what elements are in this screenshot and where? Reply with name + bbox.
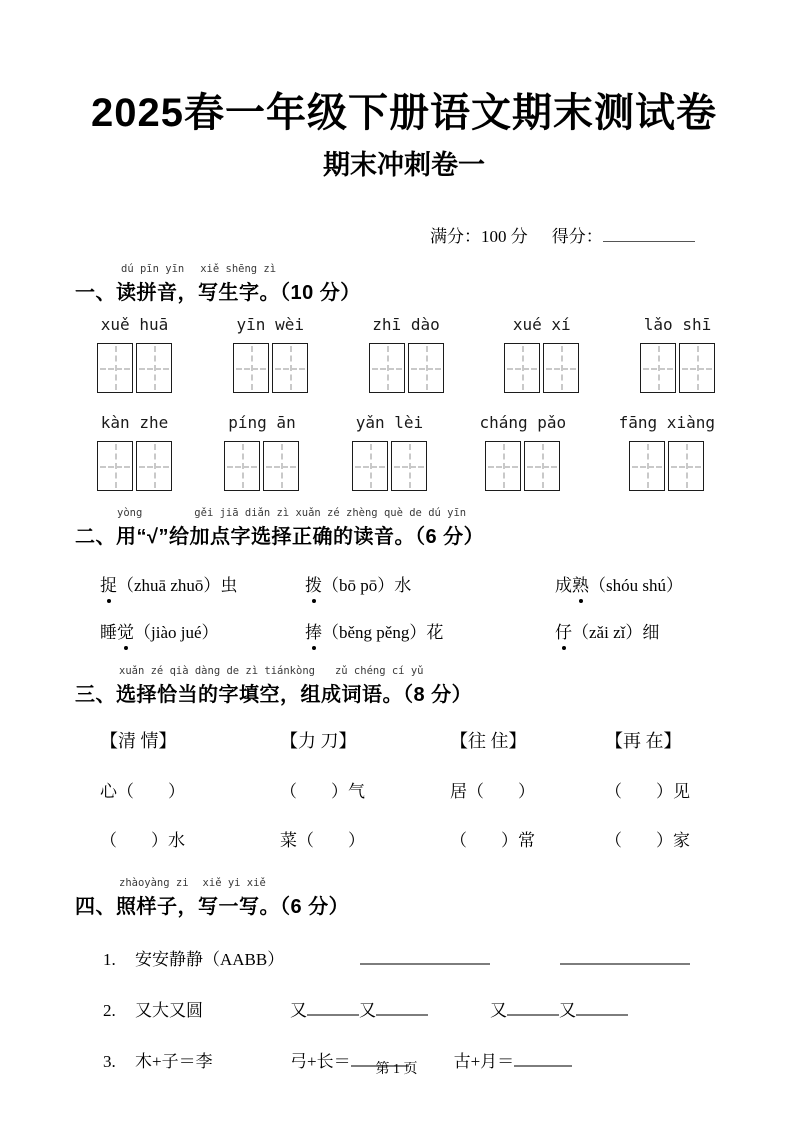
page-number: 第 1 页 xyxy=(375,1062,418,1077)
section-1-pinyin-part1: dú pīn yīn xyxy=(121,263,185,276)
section-3-heading: 三、选择恰当的字填空，组成词语。（8 分） xyxy=(75,684,473,707)
pinyin-word: yǎn lèi xyxy=(355,413,424,433)
tianzige-cell xyxy=(136,441,172,491)
grid-unit xyxy=(224,413,299,491)
pattern-char: 又 xyxy=(559,1001,576,1021)
tianzige-cell xyxy=(136,343,172,393)
pattern-char: 又 xyxy=(359,1001,376,1021)
fill-in-item: （ ）水 xyxy=(100,831,185,851)
writing-grid-pair xyxy=(233,343,308,393)
tianzige-cell xyxy=(97,441,133,491)
writing-grid-pair xyxy=(352,441,427,491)
pronunciation-row-2 xyxy=(75,618,733,643)
fill-in-item: （ ）家 xyxy=(605,831,690,851)
exam-title: 2025春一年级下册语文期末测试卷 xyxy=(91,91,717,135)
score-row xyxy=(75,222,733,247)
pinyin-word: cháng pǎo xyxy=(479,413,567,433)
tianzige-cell xyxy=(233,343,269,393)
pinyin-word: xué xí xyxy=(512,315,571,335)
example-item-2 xyxy=(75,996,733,1021)
tianzige-cell xyxy=(640,343,676,393)
answer-blank xyxy=(560,951,690,965)
item-example: 安安静静（AABB） xyxy=(135,950,285,970)
item-suffix: 细 xyxy=(642,623,660,643)
example-item-1 xyxy=(75,945,733,970)
grid-unit xyxy=(479,413,566,491)
earned-score-blank xyxy=(603,228,695,242)
pronunciation-options: （zǎi zǐ） xyxy=(572,623,643,643)
answer-blank xyxy=(307,1002,359,1016)
section-4-pinyin xyxy=(75,877,733,889)
tianzige-cell xyxy=(485,441,521,491)
equation-text: 弓+长＝ xyxy=(290,1052,351,1072)
grid-unit xyxy=(504,315,579,393)
grid-unit xyxy=(640,315,715,393)
pinyin-word: píng ān xyxy=(228,413,296,433)
spacer xyxy=(75,393,733,407)
answer-blank xyxy=(507,1002,559,1016)
tianzige-cell xyxy=(263,441,299,491)
section-2 xyxy=(75,507,733,643)
fill-in-item: 居（ ） xyxy=(450,782,535,802)
writing-grid-pair xyxy=(629,441,704,491)
pinyin-grid-row-1 xyxy=(97,315,715,393)
section-4 xyxy=(75,877,733,1072)
item-prefix: 成 xyxy=(555,576,572,596)
item-suffix: 花 xyxy=(426,623,444,643)
tianzige-cell xyxy=(629,441,665,491)
pronunciation-options: （jiào jué） xyxy=(134,623,219,643)
tianzige-cell xyxy=(504,343,540,393)
full-score-label: 满分：100 分 xyxy=(430,227,528,247)
pronunciation-item xyxy=(100,618,305,643)
section-1 xyxy=(75,263,733,491)
writing-grid-pair xyxy=(224,441,299,491)
pinyin-word: zhī dào xyxy=(372,315,440,335)
fill-in-item: 菜（ ） xyxy=(280,831,365,851)
item-number: 2. xyxy=(103,1001,116,1021)
pronunciation-item xyxy=(555,618,733,643)
character-group: 【清 情】 xyxy=(100,731,177,752)
item-example: 木+子＝李 xyxy=(135,1052,213,1072)
dotted-char: 拨 xyxy=(305,571,322,596)
character-group: 【再 在】 xyxy=(605,731,682,752)
fill-in-item: 心（ ） xyxy=(100,782,185,802)
grid-unit xyxy=(97,413,172,491)
pronunciation-item xyxy=(305,618,555,643)
pronunciation-row-1 xyxy=(75,571,733,596)
pattern-char: 又 xyxy=(290,1001,307,1021)
item-suffix: 虫 xyxy=(220,576,238,596)
section-1-heading: 一、读拼音，写生字。（10 分） xyxy=(75,282,361,305)
tianzige-cell xyxy=(224,441,260,491)
dotted-char: 觉 xyxy=(117,618,134,643)
section-4-heading: 四、照样子，写一写。（6 分） xyxy=(75,896,350,919)
pronunciation-item xyxy=(305,571,555,596)
pinyin-word: xuě huā xyxy=(100,315,169,335)
pronunciation-options: （shóu shú） xyxy=(589,576,683,596)
answer-blank xyxy=(576,1002,628,1016)
item-example: 又大又圆 xyxy=(135,1001,203,1021)
grid-unit xyxy=(369,315,444,393)
section-3-pinyin-part2: zǔ chéng cí yǔ xyxy=(334,665,424,678)
writing-grid-pair xyxy=(369,343,444,393)
section-2-pinyin-part1: yòng xyxy=(117,507,143,520)
section-2-pinyin-part2: gěi jiā diǎn zì xuǎn zé zhèng què de dú yīn xyxy=(194,507,467,520)
fill-in-item: （ ）见 xyxy=(605,782,690,802)
answer-blank xyxy=(360,951,490,965)
dotted-char: 仔 xyxy=(555,618,572,643)
section-4-pinyin-part1: zhàoyàng zi xyxy=(119,877,189,890)
exam-subtitle: 期末冲刺卷一 xyxy=(323,150,485,181)
character-groups-row xyxy=(75,727,733,753)
item-prefix: 睡 xyxy=(100,623,117,643)
grid-unit xyxy=(97,315,172,393)
fill-in-item: （ ）气 xyxy=(280,782,365,802)
tianzige-cell xyxy=(272,343,308,393)
pronunciation-item xyxy=(555,571,733,596)
item-number: 3. xyxy=(103,1052,116,1072)
pinyin-word: kàn zhe xyxy=(100,413,169,433)
grid-unit xyxy=(619,413,715,491)
dotted-char: 捧 xyxy=(305,618,322,643)
pinyin-word: fāng xiàng xyxy=(618,413,715,433)
tianzige-cell xyxy=(369,343,405,393)
equation-text: 古+月＝ xyxy=(453,1052,515,1072)
fill-in-row-1 xyxy=(75,777,733,802)
dotted-char: 捉 xyxy=(100,571,117,596)
section-3-pinyin xyxy=(75,665,733,677)
item-number: 1. xyxy=(103,950,116,970)
tianzige-cell xyxy=(391,441,427,491)
answer-blank xyxy=(376,1002,428,1016)
pronunciation-options: （běng pěng） xyxy=(322,623,427,643)
section-3 xyxy=(75,665,733,851)
writing-grid-pair xyxy=(504,343,579,393)
character-group: 【往 住】 xyxy=(450,731,527,752)
grid-unit xyxy=(233,315,308,393)
pinyin-grid-row-2 xyxy=(97,413,715,491)
earned-score-label: 得分： xyxy=(551,227,603,247)
writing-grid-pair xyxy=(485,441,560,491)
writing-grid-pair xyxy=(97,343,172,393)
tianzige-cell xyxy=(679,343,715,393)
pronunciation-item xyxy=(100,571,305,596)
tianzige-cell xyxy=(352,441,388,491)
pinyin-word: yīn wèi xyxy=(236,315,304,335)
tianzige-cell xyxy=(524,441,560,491)
character-group: 【力 刀】 xyxy=(280,731,357,752)
section-3-pinyin-part1: xuǎn zé qià dàng de zì tiánkòng xyxy=(119,665,315,678)
pronunciation-options: （zhuā zhuō） xyxy=(117,576,221,596)
tianzige-cell xyxy=(408,343,444,393)
writing-grid-pair xyxy=(97,441,172,491)
section-1-pinyin xyxy=(75,263,733,275)
item-suffix: 水 xyxy=(394,576,412,596)
grid-unit xyxy=(352,413,427,491)
fill-in-item: （ ）常 xyxy=(450,831,535,851)
dotted-char: 熟 xyxy=(572,571,589,596)
tianzige-cell xyxy=(668,441,704,491)
tianzige-cell xyxy=(97,343,133,393)
pattern-char: 又 xyxy=(490,1001,507,1021)
pronunciation-options: （bō pō） xyxy=(322,576,395,596)
section-1-pinyin-part2: xiě shēng zì xyxy=(200,263,277,276)
writing-grid-block xyxy=(75,315,733,491)
tianzige-cell xyxy=(543,343,579,393)
section-2-pinyin xyxy=(75,507,733,519)
section-2-heading: 二、用“√”给加点字选择正确的读音。（6 分） xyxy=(75,526,485,549)
fill-in-row-2 xyxy=(75,826,733,851)
writing-grid-pair xyxy=(640,343,715,393)
section-4-pinyin-part2: xiě yi xiě xyxy=(202,877,266,890)
pinyin-word: lǎo shī xyxy=(643,315,712,335)
